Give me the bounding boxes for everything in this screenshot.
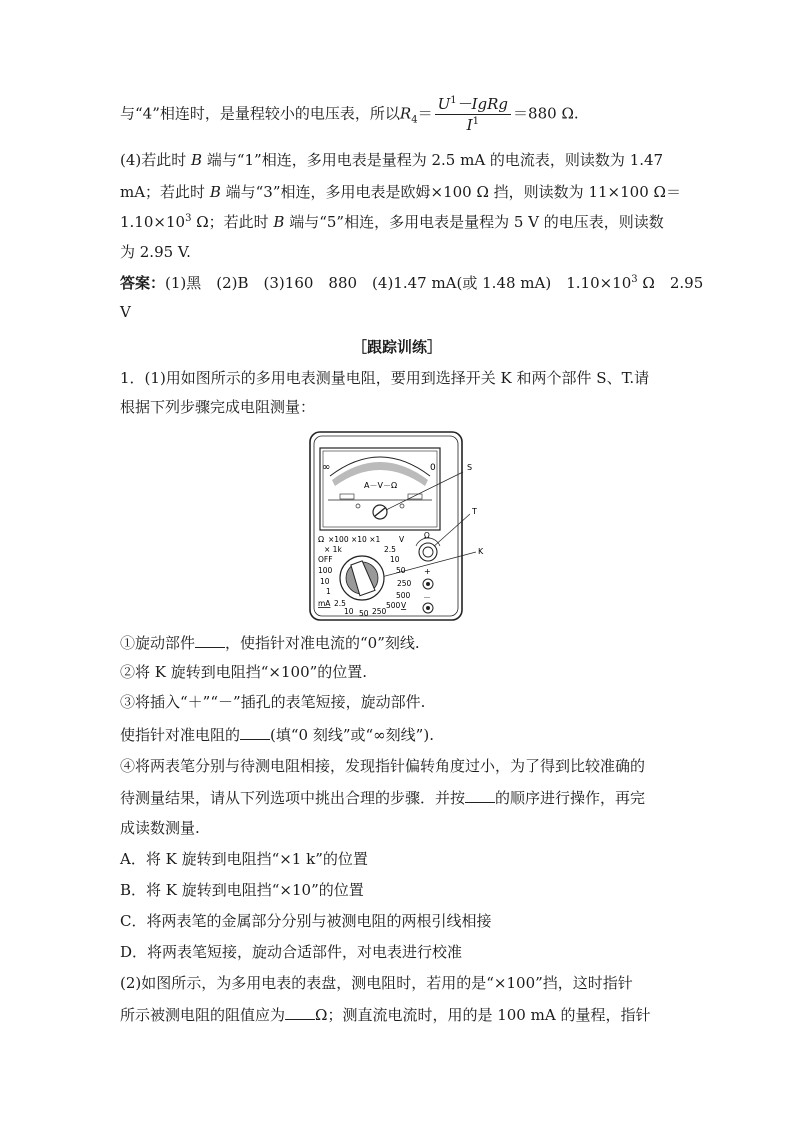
- svg-text:50: 50: [396, 566, 406, 575]
- svg-text:－: －: [423, 593, 431, 602]
- paragraph-4-line2: mA；若此时 B 端与“3”相连，多用电表是欧姆×100 Ω 挡，则读数为 11×100 Ω＝: [120, 183, 681, 201]
- scale-infinity: ∞: [322, 462, 331, 473]
- step-4-line1: ④将两表笔分别与待测电阻相接，发现指针偏转角度过小，为了得到比较准确的: [120, 757, 646, 775]
- step-2: ②将 K 旋转到电阻挡“×100”的位置.: [120, 663, 368, 681]
- svg-text:500: 500: [396, 591, 411, 600]
- blank-step-3: [240, 724, 270, 740]
- question-2-line2: 所示被测电阻的阻值应为 Ω；测直流电流时，用的是 100 mA 的量程，指针: [120, 1006, 651, 1024]
- option-a: A．将 K 旋转到电阻挡“×1 k”的位置: [120, 850, 368, 868]
- svg-text:OFF: OFF: [318, 555, 333, 564]
- svg-text:250: 250: [397, 579, 412, 588]
- svg-text:1: 1: [326, 587, 331, 596]
- svg-text:Ω: Ω: [318, 535, 325, 544]
- answer-line1: 答案：(1)黑 (2)B (3)160 880 (4)1.47 mA(或 1.48 mA) $1.10\times 10^3$ Ω 2.95: [120, 274, 704, 292]
- svg-text:mA: mA: [318, 599, 331, 608]
- label-k: K: [478, 547, 484, 556]
- fraction: $\frac{U^1-IgRg}{I^1}$: [435, 94, 511, 135]
- answer-line2: V: [120, 303, 131, 321]
- svg-text:× 1k: × 1k: [324, 545, 342, 554]
- scale-units: A－V－Ω: [364, 481, 398, 490]
- step-1: ①旋动部件 ，使指针对准电流的“0”刻线.: [120, 634, 420, 652]
- svg-text:100: 100: [318, 566, 333, 575]
- svg-text:500: 500: [386, 601, 401, 610]
- svg-text:V: V: [399, 535, 405, 544]
- step-3: ③将插入“＋”“－”插孔的表笔短接，旋动部件.: [120, 693, 426, 711]
- label-t: T: [472, 507, 477, 516]
- svg-text:10: 10: [390, 555, 400, 564]
- svg-text:+: +: [424, 567, 431, 576]
- svg-text:250: 250: [372, 607, 387, 616]
- paragraph-4-line4: 为 2.95 V.: [120, 243, 191, 261]
- paragraph-r4: 与“4”相连时，是量程较小的电压表，所以$R_4=$ $\frac{U^1-IgRg}{I^1}$ ＝880 Ω.: [120, 95, 579, 134]
- blank-step-1: [195, 632, 225, 648]
- scale-zero: 0: [430, 463, 436, 473]
- svg-text:×100 ×10 ×1: ×100 ×10 ×1: [328, 535, 381, 544]
- step-3b: 使指针对准电阻的 (填“0 刻线”或“∞刻线”).: [120, 726, 434, 744]
- svg-text:V: V: [401, 601, 407, 610]
- blank-q2: [285, 1004, 315, 1020]
- svg-text:2.5: 2.5: [384, 545, 396, 554]
- blank-step-4: [465, 787, 495, 803]
- svg-text:Ω: Ω: [424, 531, 430, 540]
- svg-text:10: 10: [320, 577, 330, 586]
- paragraph-4-line1: (4)若此时 B 端与“1”相连，多用电表是量程为 2.5 mA 的电流表，则读数为 1.47: [120, 151, 664, 169]
- option-b: B．将 K 旋转到电阻挡“×10”的位置: [120, 881, 364, 899]
- question-1-line1: 1．(1)用如图所示的多用电表测量电阻，要用到选择开关 K 和两个部件 S、T.请: [120, 369, 650, 387]
- svg-text:2.5: 2.5: [334, 599, 346, 608]
- option-d: D．将两表笔短接，旋动合适部件，对电表进行校准: [120, 943, 463, 961]
- question-1-line2: 根据下列步骤完成电阻测量：: [120, 398, 316, 416]
- svg-text:10: 10: [344, 607, 354, 616]
- paragraph-4-line3: $1.10\times 10^3$ Ω；若此时 B 端与“5”相连，多用电表是量程为 5 V 的电压表，则读数: [120, 213, 664, 231]
- section-title: ［跟踪训练］: [351, 338, 442, 356]
- option-c: C．将两表笔的金属部分分别与被测电阻的两根引线相接: [120, 912, 492, 930]
- label-s: S: [467, 463, 473, 472]
- multimeter-figure: [300, 428, 500, 626]
- question-2-line1: (2)如图所示，为多用电表的表盘，测电阻时，若用的是“×100”挡，这时指针: [120, 974, 633, 992]
- step-4-line3: 成读数测量.: [120, 819, 200, 837]
- svg-text:50: 50: [359, 609, 369, 618]
- step-4-line2: 待测量结果，请从下列选项中挑出合理的步骤．并按 的顺序进行操作，再完: [120, 789, 646, 807]
